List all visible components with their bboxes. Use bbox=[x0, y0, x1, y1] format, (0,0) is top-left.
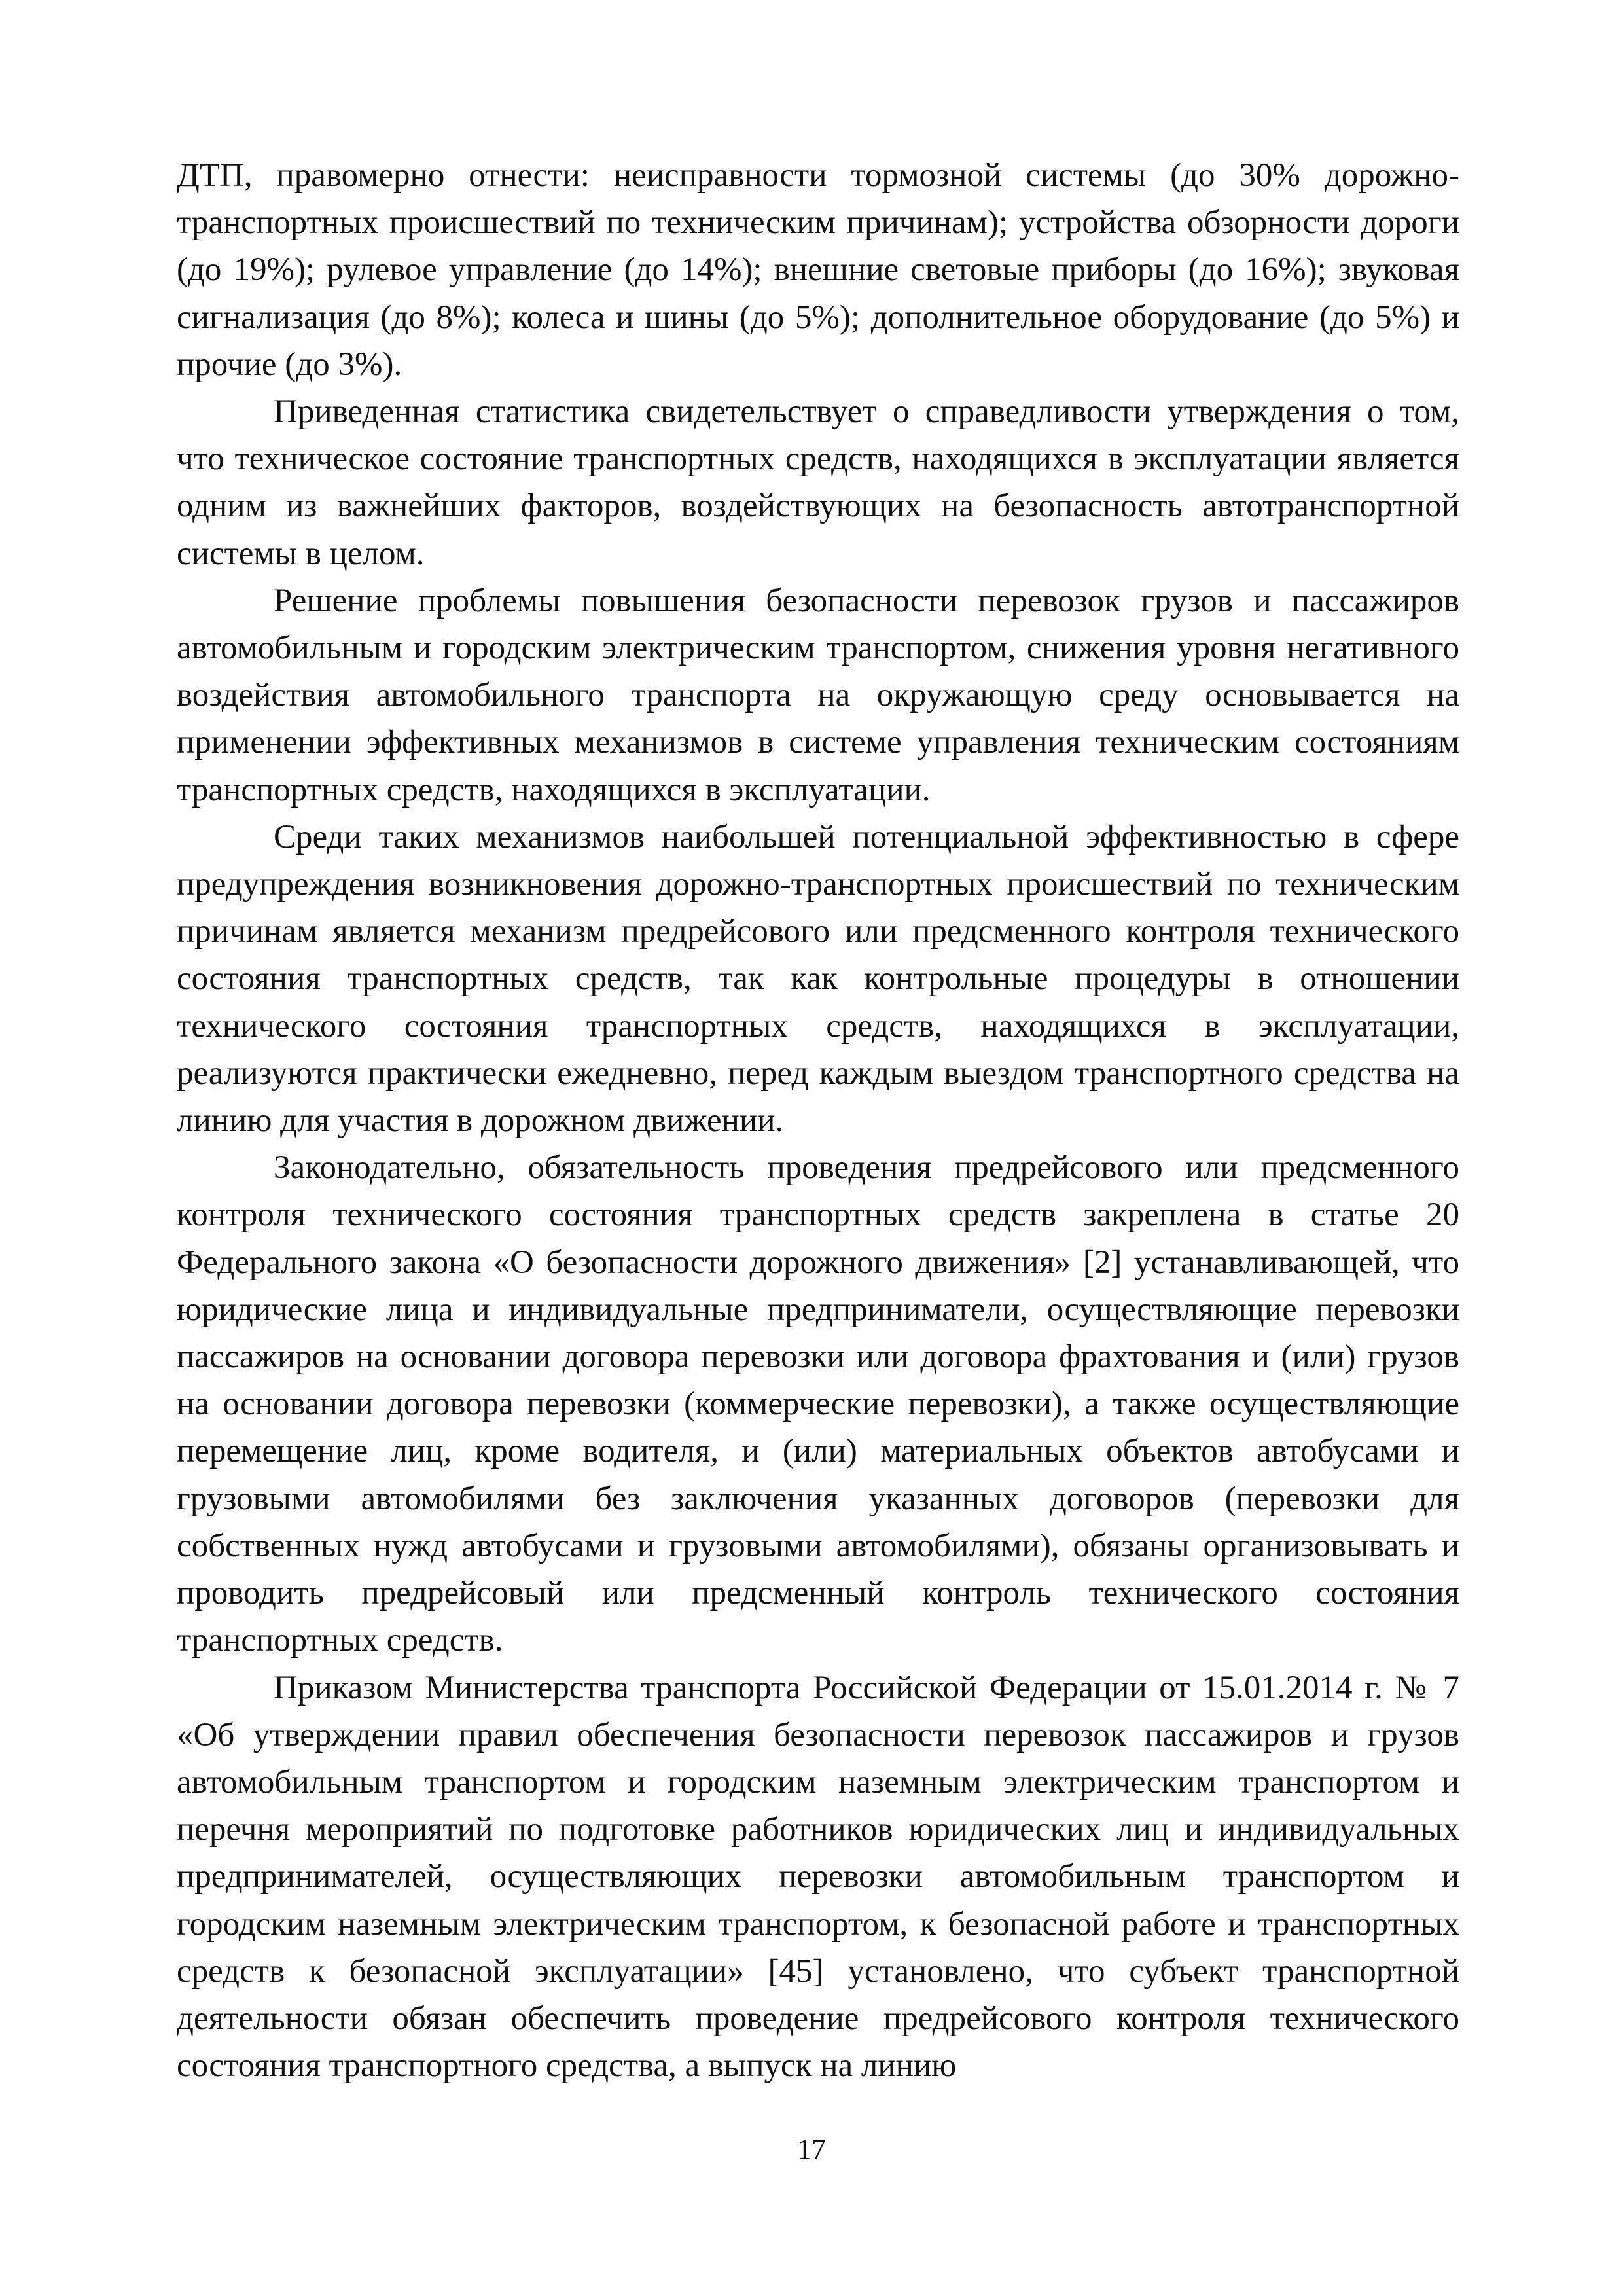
paragraph-6: Приказом Министерства транспорта Российской Федерации от 15.01.2014 г. № 7 «Об утверждении правил обеспечения безопасности перевозок пассажиров и грузов автомобильным транспортом и городским наземным электрическим транспортом и перечня мероприятий по подготовке работников юридических лиц и индивидуальных предпринимателей, осуществляющих перевозки автомобильным транспортом и городским наземным электрическим транспортом, к безопасной работе и транспортных средств к безопасной эксплуатации» [45] установлено, что субъект транспортной деятельности обязан обеспечить проведение предрейсового контроля технического состояния транспортного средства, а выпуск на линию bbox=[177, 1669, 1459, 2085]
paragraph-1: ДТП, правомерно отнести: неисправности тормозной системы (до 30% дорожно-транспортных происшествий по техническим причинам); устройства обзорности дороги (до 19%); рулевое управление (до 14%); внешние световые приборы (до 16%); звуковая сигнализация (до 8%); колеса и шины (до 5%); дополнительное оборудование (до 5%) и прочие (до 3%). bbox=[177, 157, 1459, 383]
paragraph-3: Решение проблемы повышения безопасности перевозок грузов и пассажиров автомобильным и городским электрическим транспортом, снижения уровня негативного воздействия автомобильного транспорта на окружающую среду основывается на применении эффективных механизмов в системе управления техническим состояниям транспортных средств, находящихся в эксплуатации. bbox=[177, 582, 1459, 808]
body-text bbox=[177, 152, 1459, 2089]
page-number: 17 bbox=[797, 2133, 826, 2165]
paragraph-4: Среди таких механизмов наибольшей потенциальной эффективностью в сфере предупреждения возникновения дорожно-транспортных происшествий по техническим причинам является механизм предрейсового или предсменного контроля технического состояния транспортных средств, так как контрольные процедуры в отношении технического состояния транспортных средств, находящихся в эксплуатации, реализуются практически ежедневно, перед каждым выездом транспортного средства на линию для участия в дорожном движении. bbox=[177, 818, 1459, 1139]
paragraph-5: Законодательно, обязательность проведения предрейсового или предсменного контроля технического состояния транспортных средств закреплена в статье 20 Федерального закона «О безопасности дорожного движения» [2] устанавливающей, что юридические лица и индивидуальные предприниматели, осуществляющие перевозки пассажиров на основании договора перевозки или договора фрахтования и (или) грузов на основании договора перевозки (коммерческие перевозки), а также осуществляющие перемещение лиц, кроме водителя, и (или) материальных объектов автобусами и грузовыми автомобилями без заключения указанных договоров (перевозки для собственных нужд автобусами и грузовыми автомобилями), обязаны организовывать и проводить предрейсовый или предсменный контроль технического состояния транспортных средств. bbox=[177, 1149, 1459, 1659]
paragraph-2: Приведенная статистика свидетельствует о справедливости утверждения о том, что техническое состояние транспортных средств, находящихся в эксплуатации является одним из важнейших факторов, воздействующих на безопасность автотранспортной системы в целом. bbox=[177, 393, 1459, 572]
